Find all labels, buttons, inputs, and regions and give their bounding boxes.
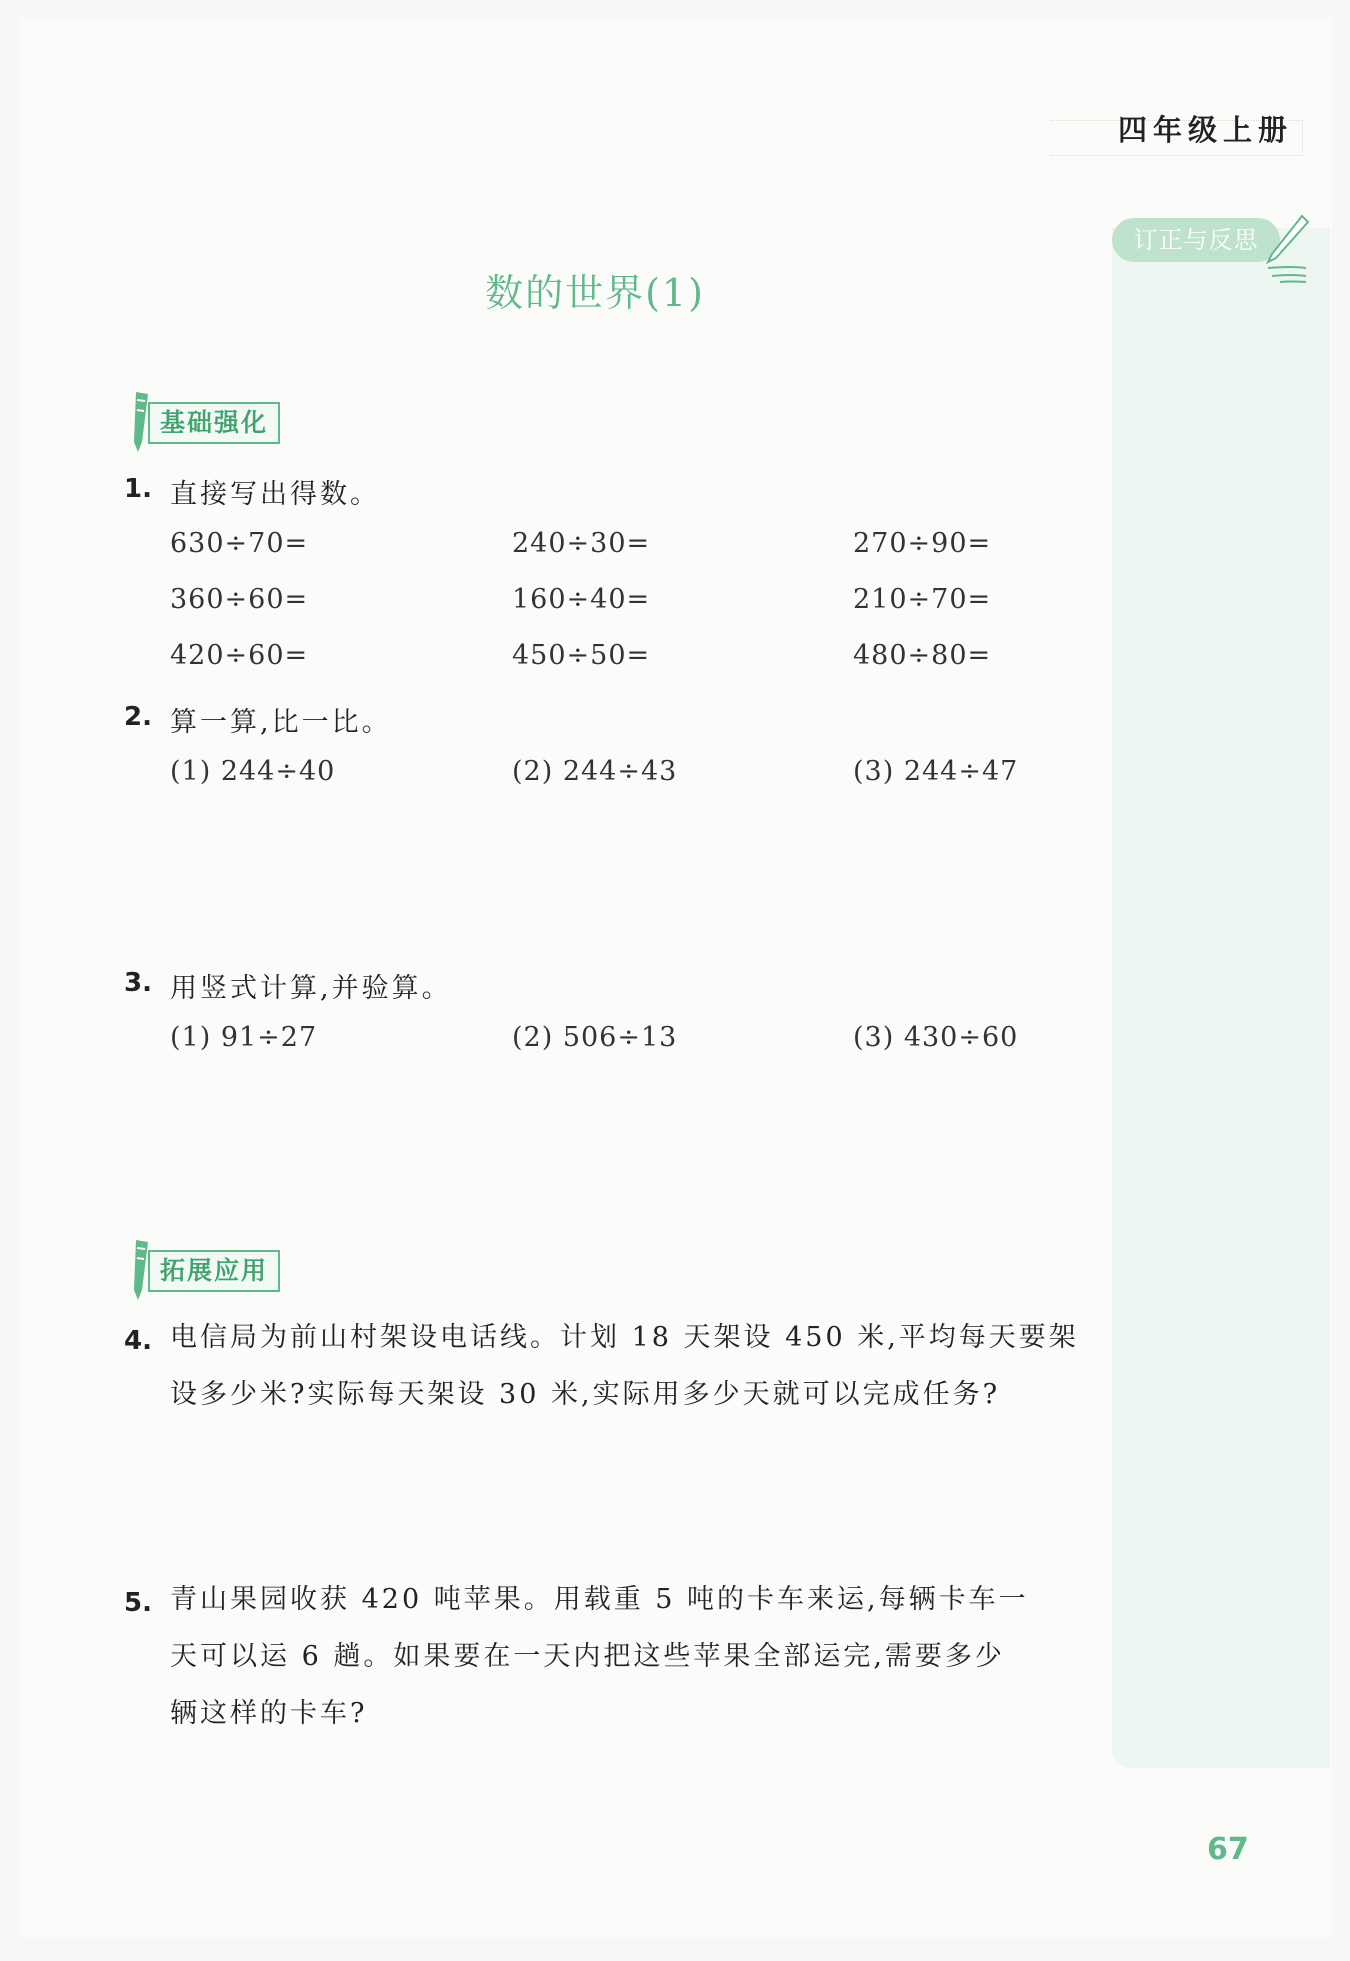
question-number: 4.: [124, 1326, 152, 1356]
question-line: 辆这样的卡车?: [170, 1698, 368, 1729]
question-line: 青山果园收获 420 吨苹果。用载重 5 吨的卡车来运,每辆卡车一: [170, 1584, 1029, 1615]
grade-label: 四年级上册: [1118, 113, 1294, 147]
expression: 450÷50=: [512, 640, 651, 671]
question-number: 2.: [124, 702, 152, 732]
question-number: 1.: [124, 474, 152, 504]
question-text: 直接写出得数。: [170, 479, 380, 510]
expression: (2) 506÷13: [512, 1022, 678, 1053]
expression: 360÷60=: [170, 584, 309, 615]
question-text: 算一算,比一比。: [170, 707, 392, 738]
question-line: 电信局为前山村架设电话线。计划 18 天架设 450 米,平均每天要架: [170, 1322, 1079, 1353]
expression: (3) 244÷47: [853, 756, 1019, 787]
page-title: 数的世界(1): [485, 271, 705, 315]
expression: 480÷80=: [853, 640, 992, 671]
expression: 160÷40=: [512, 584, 651, 615]
reflection-tag: 订正与反思: [1112, 218, 1280, 262]
expression: 630÷70=: [170, 528, 309, 559]
question-line: 天可以运 6 趟。如果要在一天内把这些苹果全部运完,需要多少: [170, 1641, 1005, 1672]
expression: 270÷90=: [853, 528, 992, 559]
expression: (2) 244÷43: [512, 756, 678, 787]
question-text: 用竖式计算,并验算。: [170, 973, 452, 1004]
expression: 210÷70=: [853, 584, 992, 615]
expression: (1) 91÷27: [170, 1022, 318, 1053]
question-number: 3.: [124, 968, 152, 998]
pen-icon: [1262, 212, 1310, 284]
expression: (1) 244÷40: [170, 756, 336, 787]
page-number: 67: [1207, 1832, 1249, 1867]
expression: 240÷30=: [512, 528, 651, 559]
reflection-panel: [1112, 228, 1330, 1768]
question-number: 5.: [124, 1588, 152, 1618]
expression: (3) 430÷60: [853, 1022, 1019, 1053]
question-line: 设多少米?实际每天架设 30 米,实际用多少天就可以完成任务?: [170, 1379, 1001, 1410]
section-label: 拓展应用: [148, 1250, 280, 1292]
expression: 420÷60=: [170, 640, 309, 671]
section-label: 基础强化: [148, 402, 280, 444]
